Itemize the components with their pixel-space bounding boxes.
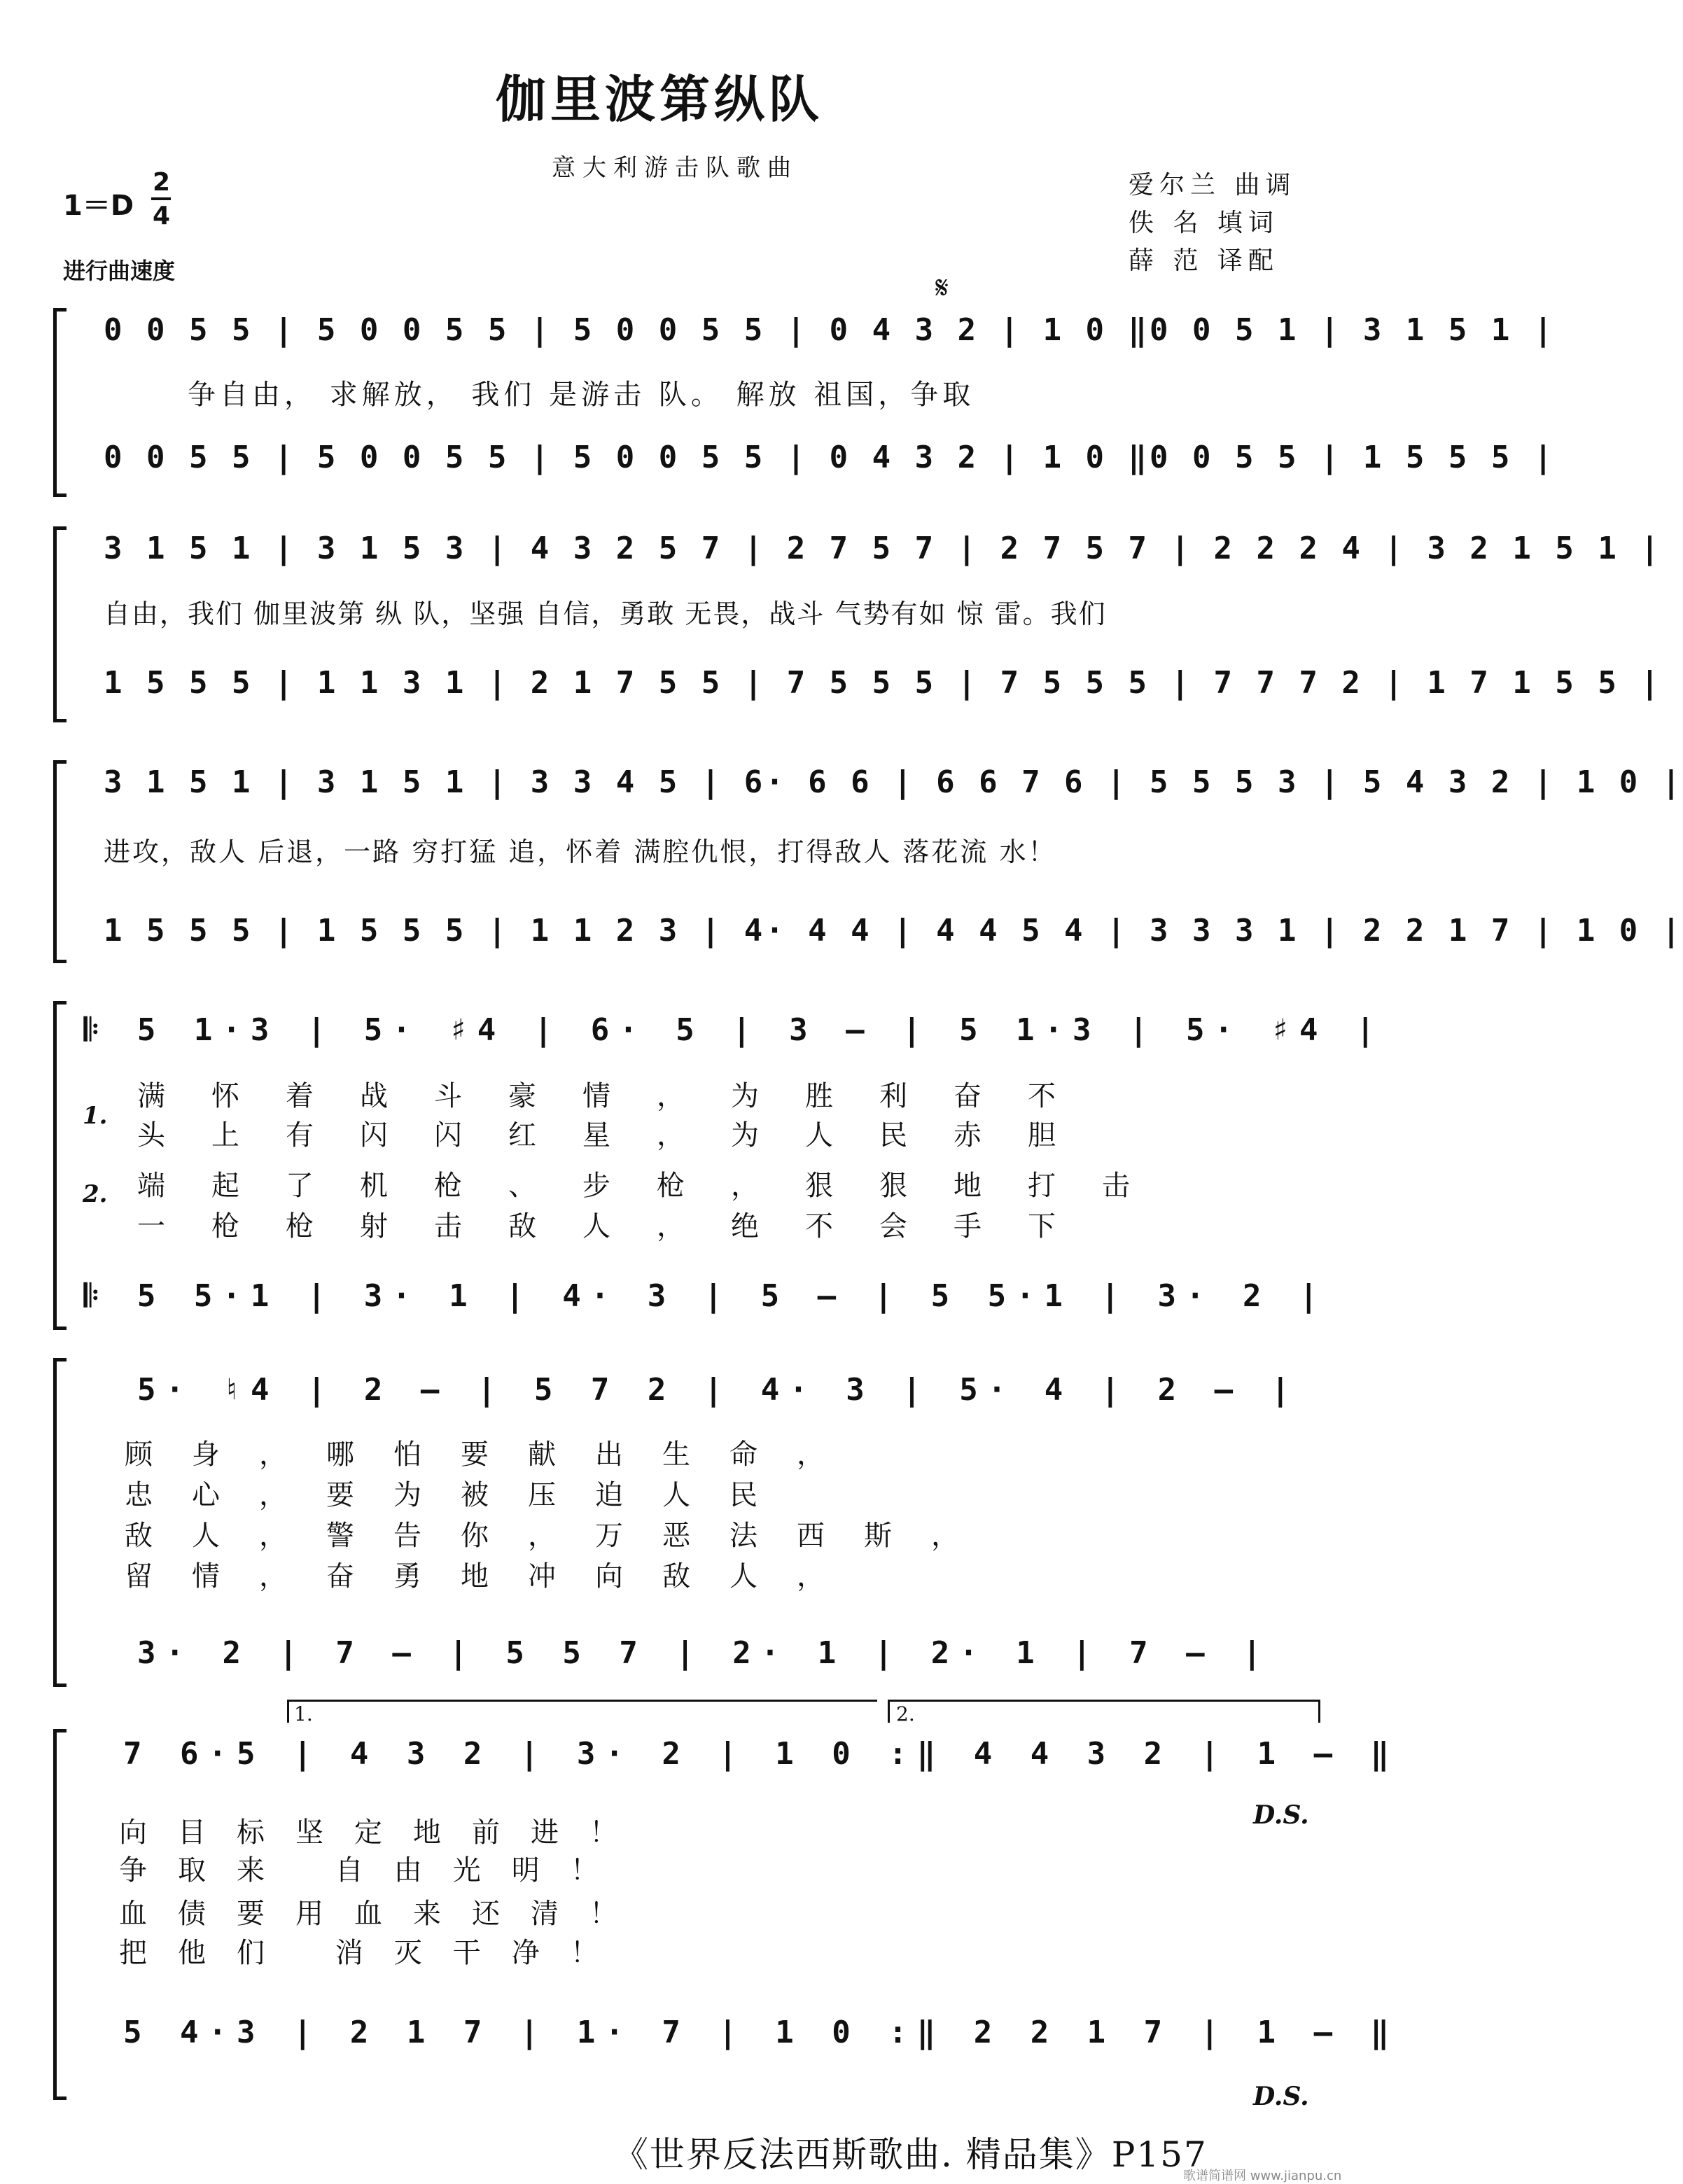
system-5-verse-4: 留情，奋勇地冲向敌人， — [125, 1560, 864, 1592]
system-3-upper-notes: 3 1 5 1 | 3 1 5 1 | 3 3 4 5 | 6· 6 6 | 6 6 7 6 | 5 5 5 3 | 5 4 3 2 | 1 0 | — [104, 764, 1683, 800]
volta-2-bracket — [888, 1700, 1320, 1723]
tempo-marking: 进行曲速度 — [63, 258, 176, 284]
system-6-lower-notes: 5 4·3 | 2 1 7 | 1· 7 | 1 0 :‖ 2 2 1 7 | 1 — ‖ — [123, 2015, 1399, 2050]
system-1-lower-notes: 0 0 5 5 | 5 0 0 5 5 | 5 0 0 5 5 | 0 4 3 2 | 1 0 ‖0 0 5 5 | 1 5 5 5 | — [104, 440, 1556, 475]
system-6-upper-notes: 7 6·5 | 4 3 2 | 3· 2 | 1 0 :‖ 4 4 3 2 | 1 — ‖ — [123, 1736, 1399, 1772]
system-1-lyrics: 争自由， 求解放， 我们 是游击 队。 解放 祖国，争取 — [188, 379, 975, 411]
system-1-upper-notes: 0 0 5 5 | 5 0 0 5 5 | 5 0 0 5 5 | 0 4 3 2 | 1 0 ‖0 0 5 1 | 3 1 5 1 | — [104, 312, 1556, 348]
volta-1-bracket — [287, 1700, 877, 1723]
system-5-lower-notes: 3· 2 | 7 — | 5 5 7 | 2· 1 | 2· 1 | 7 — | — [137, 1635, 1271, 1671]
credit-translator: 薛 范 译配 — [1129, 246, 1279, 275]
system-5-verse-2: 忠心，要为被压迫人民 — [125, 1479, 797, 1511]
system-4-brace — [53, 1001, 67, 1330]
system-6-verse-3: 血债要用血来还清！ — [119, 1898, 648, 1930]
system-2-brace — [53, 526, 67, 722]
system-5-upper-notes: 5· ♮4 | 2 — | 5 7 2 | 4· 3 | 5· 4 | 2 — | — [137, 1372, 1300, 1408]
system-6-brace — [53, 1729, 67, 2100]
system-5-verse-3: 敌人，警告你，万恶法西斯， — [125, 1520, 998, 1552]
credit-lyricist: 佚 名 填词 — [1129, 209, 1279, 237]
ds-upper-mark: D.S. — [1253, 1800, 1309, 1830]
system-2-upper-notes: 3 1 5 1 | 3 1 5 3 | 4 3 2 5 7 | 2 7 5 7 | 2 7 5 7 | 2 2 2 4 | 3 2 1 5 1 | — [104, 531, 1662, 566]
system-2-lyrics: 自由，我们 伽里波第 纵 队，坚强 自信，勇敢 无畏，战斗 气势有如 惊 雷。我们 — [104, 598, 1107, 629]
system-2-lower-notes: 1 5 5 5 | 1 1 3 1 | 2 1 7 5 5 | 7 5 5 5 | 7 5 5 5 | 7 7 7 2 | 1 7 1 5 5 | — [104, 665, 1662, 701]
system-4-verse-3: 端起了机枪、步枪，狠狠地打击 — [137, 1170, 1176, 1202]
watermark: 歌谱简谱网 www.jianpu.cn — [1183, 2169, 1342, 2183]
source-citation: 《世界反法西斯歌曲. 精品集》P157 — [613, 2134, 1208, 2175]
song-subtitle: 意大利游击队歌曲 — [552, 154, 798, 182]
system-5-brace — [53, 1358, 67, 1687]
system-4-lower-notes: 𝄆 5 5·1 | 3· 1 | 4· 3 | 5 — | 5 5·1 | 3· 2 | — [84, 1278, 1328, 1314]
system-6-verse-4: 把他们 消灭干净！ — [119, 1937, 629, 1969]
time-signature-line — [151, 197, 171, 200]
ds-lower-mark: D.S. — [1253, 2082, 1309, 2111]
volta-2-label: 2. — [896, 1702, 915, 1726]
system-5-verse-1: 顾身，哪怕要献出生命， — [125, 1438, 864, 1471]
time-signature-numerator: 2 — [153, 168, 171, 197]
song-title: 伽里波第纵队 — [496, 69, 824, 129]
verse-1-mark: 1. — [83, 1102, 108, 1130]
system-1-brace — [53, 308, 67, 497]
system-4-verse-4: 一枪枪射击敌人，绝不会手下 — [137, 1210, 1102, 1242]
credit-composer: 爱尔兰 曲调 — [1129, 171, 1297, 200]
system-4-upper-notes: 𝄆 5 1·3 | 5· ♯4 | 6· 5 | 3 — | 5 1·3 | 5· ♯4 | — [84, 1012, 1385, 1048]
system-6-verse-1: 向目标坚定地前进！ — [119, 1816, 648, 1849]
system-6-verse-2: 争取来 自由光明！ — [119, 1854, 629, 1886]
system-3-lower-notes: 1 5 5 5 | 1 5 5 5 | 1 1 2 3 | 4· 4 4 | 4 4 5 4 | 3 3 3 1 | 2 2 1 7 | 1 0 | — [104, 913, 1683, 948]
time-signature-denominator: 4 — [153, 202, 171, 230]
volta-1-label: 1. — [294, 1702, 313, 1726]
system-4-verse-1: 满怀着战斗豪情，为胜利奋不 — [137, 1080, 1102, 1112]
segno-icon: 𝄋 — [935, 270, 949, 306]
verse-2-mark: 2. — [83, 1180, 108, 1208]
key-signature: 1＝D — [63, 190, 134, 222]
system-3-brace — [53, 760, 67, 963]
system-4-verse-2: 头上有闪闪红星，为人民赤胆 — [137, 1119, 1102, 1152]
system-3-lyrics: 进攻，敌人 后退，一路 穷打猛 追，怀着 满腔仇恨，打得敌人 落花流 水！ — [104, 836, 1057, 867]
